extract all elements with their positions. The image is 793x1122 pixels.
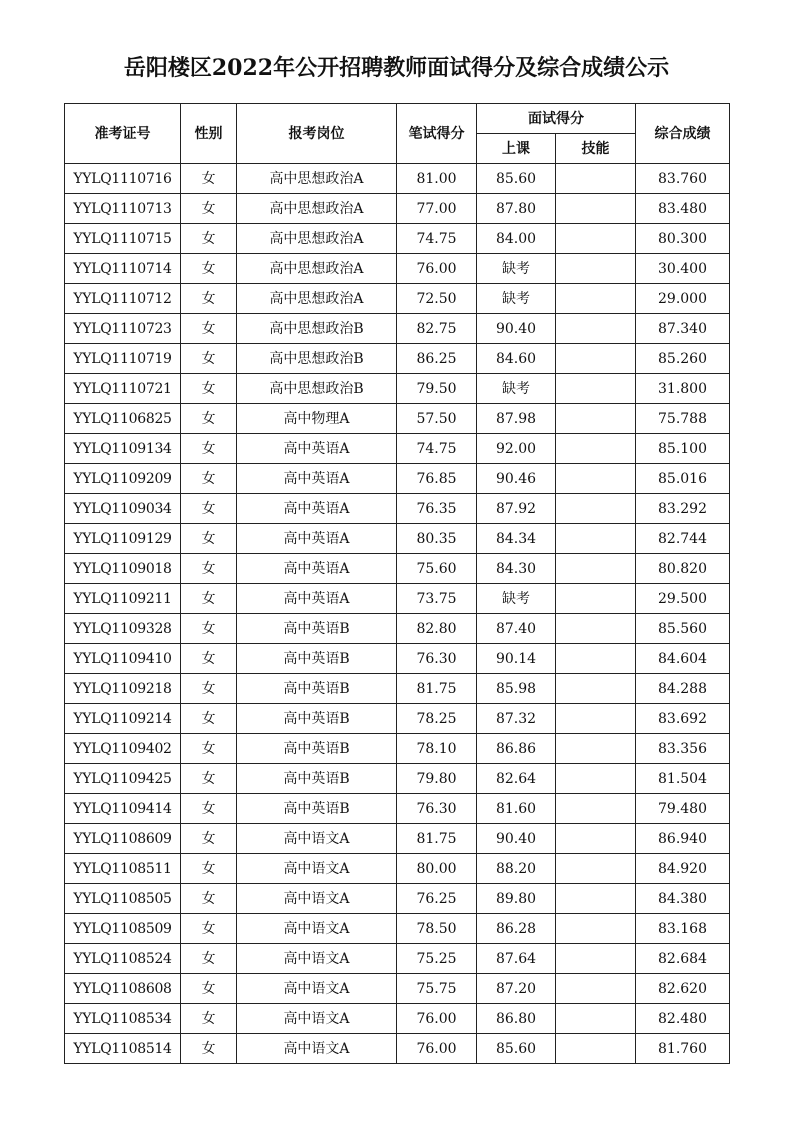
cell-candidate-id: YYLQ1109328 [65,614,181,644]
cell-candidate-id: YYLQ1109209 [65,464,181,494]
table-row [65,614,730,644]
cell-candidate-id: YYLQ1108511 [65,854,181,884]
table-row [65,224,730,254]
cell-gender: 女 [181,194,237,224]
cell-lecture-score: 86.28 [477,914,556,944]
cell-position: 高中思想政治B [237,344,397,374]
cell-gender: 女 [181,1034,237,1064]
header-gender: 性别 [181,104,237,164]
table-row [65,494,730,524]
table-row [65,1034,730,1064]
cell-position: 高中语文A [237,944,397,974]
cell-position: 高中思想政治B [237,374,397,404]
cell-gender: 女 [181,854,237,884]
cell-skill-score [556,554,636,584]
cell-lecture-score: 85.60 [477,164,556,194]
cell-total-score: 30.400 [636,254,730,284]
cell-total-score: 85.016 [636,464,730,494]
cell-position: 高中英语B [237,794,397,824]
cell-gender: 女 [181,764,237,794]
cell-gender: 女 [181,884,237,914]
cell-lecture-score: 87.32 [477,704,556,734]
cell-gender: 女 [181,674,237,704]
cell-total-score: 82.744 [636,524,730,554]
cell-gender: 女 [181,1004,237,1034]
table-row [65,584,730,614]
cell-position: 高中英语A [237,554,397,584]
cell-lecture-score: 86.80 [477,1004,556,1034]
cell-skill-score [556,344,636,374]
cell-position: 高中英语B [237,734,397,764]
cell-written-score: 75.75 [397,974,477,1004]
table-header [65,104,730,164]
cell-candidate-id: YYLQ1109034 [65,494,181,524]
cell-skill-score [556,854,636,884]
cell-total-score: 84.920 [636,854,730,884]
cell-total-score: 81.504 [636,764,730,794]
cell-total-score: 83.292 [636,494,730,524]
cell-written-score: 80.35 [397,524,477,554]
cell-position: 高中英语A [237,494,397,524]
cell-position: 高中语文A [237,914,397,944]
cell-written-score: 75.60 [397,554,477,584]
cell-position: 高中英语A [237,434,397,464]
cell-candidate-id: YYLQ1110721 [65,374,181,404]
cell-gender: 女 [181,644,237,674]
cell-written-score: 76.35 [397,494,477,524]
table-row [65,194,730,224]
cell-position: 高中语文A [237,1034,397,1064]
cell-lecture-score: 90.14 [477,644,556,674]
cell-position: 高中思想政治A [237,164,397,194]
cell-lecture-score: 81.60 [477,794,556,824]
cell-candidate-id: YYLQ1109414 [65,794,181,824]
cell-total-score: 31.800 [636,374,730,404]
cell-position: 高中思想政治A [237,194,397,224]
cell-written-score: 79.50 [397,374,477,404]
cell-gender: 女 [181,224,237,254]
cell-candidate-id: YYLQ1109425 [65,764,181,794]
cell-gender: 女 [181,554,237,584]
table-row [65,254,730,284]
table-row [65,314,730,344]
cell-position: 高中思想政治B [237,314,397,344]
cell-total-score: 85.260 [636,344,730,374]
cell-position: 高中语文A [237,854,397,884]
cell-lecture-score: 84.34 [477,524,556,554]
cell-written-score: 77.00 [397,194,477,224]
cell-written-score: 76.25 [397,884,477,914]
cell-total-score: 80.300 [636,224,730,254]
cell-candidate-id: YYLQ1108505 [65,884,181,914]
cell-total-score: 84.380 [636,884,730,914]
cell-lecture-score: 90.40 [477,314,556,344]
cell-skill-score [556,704,636,734]
cell-position: 高中英语A [237,524,397,554]
cell-written-score: 86.25 [397,344,477,374]
cell-lecture-score: 84.60 [477,344,556,374]
cell-candidate-id: YYLQ1108509 [65,914,181,944]
cell-lecture-score: 87.40 [477,614,556,644]
cell-lecture-score: 89.80 [477,884,556,914]
cell-lecture-score: 85.60 [477,1034,556,1064]
cell-skill-score [556,884,636,914]
cell-lecture-score: 87.20 [477,974,556,1004]
cell-total-score: 75.788 [636,404,730,434]
cell-candidate-id: YYLQ1108534 [65,1004,181,1034]
cell-skill-score [556,404,636,434]
cell-written-score: 74.75 [397,224,477,254]
cell-skill-score [556,194,636,224]
cell-written-score: 76.30 [397,644,477,674]
cell-skill-score [556,524,636,554]
cell-lecture-score: 92.00 [477,434,556,464]
cell-skill-score [556,374,636,404]
cell-skill-score [556,164,636,194]
cell-written-score: 73.75 [397,584,477,614]
cell-candidate-id: YYLQ1110719 [65,344,181,374]
cell-skill-score [556,314,636,344]
table-row [65,644,730,674]
cell-written-score: 81.00 [397,164,477,194]
cell-written-score: 78.50 [397,914,477,944]
cell-candidate-id: YYLQ1108609 [65,824,181,854]
cell-total-score: 29.500 [636,584,730,614]
cell-candidate-id: YYLQ1110715 [65,224,181,254]
cell-skill-score [556,824,636,854]
table-row [65,674,730,704]
cell-candidate-id: YYLQ1109211 [65,584,181,614]
cell-lecture-score: 87.64 [477,944,556,974]
cell-lecture-score: 缺考 [477,254,556,284]
cell-position: 高中物理A [237,404,397,434]
cell-gender: 女 [181,314,237,344]
cell-total-score: 83.692 [636,704,730,734]
cell-lecture-score: 82.64 [477,764,556,794]
cell-gender: 女 [181,344,237,374]
cell-skill-score [556,914,636,944]
cell-written-score: 76.00 [397,254,477,284]
cell-skill-score [556,734,636,764]
table-body [65,164,730,1064]
cell-written-score: 76.00 [397,1004,477,1034]
cell-candidate-id: YYLQ1110712 [65,284,181,314]
table-row [65,974,730,1004]
cell-total-score: 83.480 [636,194,730,224]
cell-gender: 女 [181,164,237,194]
cell-lecture-score: 87.92 [477,494,556,524]
cell-skill-score [556,494,636,524]
cell-candidate-id: YYLQ1110716 [65,164,181,194]
table-row [65,434,730,464]
page-title: 岳阳楼区2022年公开招聘教师面试得分及综合成绩公示 [123,55,670,81]
cell-candidate-id: YYLQ1108608 [65,974,181,1004]
cell-gender: 女 [181,494,237,524]
cell-skill-score [556,584,636,614]
cell-total-score: 80.820 [636,554,730,584]
cell-total-score: 83.168 [636,914,730,944]
cell-candidate-id: YYLQ1109129 [65,524,181,554]
cell-total-score: 79.480 [636,794,730,824]
cell-lecture-score: 86.86 [477,734,556,764]
header-total-score: 综合成绩 [636,104,730,164]
cell-skill-score [556,794,636,824]
cell-position: 高中英语B [237,704,397,734]
cell-lecture-score: 90.40 [477,824,556,854]
table-row [65,884,730,914]
cell-position: 高中英语B [237,614,397,644]
cell-total-score: 29.000 [636,284,730,314]
cell-written-score: 57.50 [397,404,477,434]
cell-candidate-id: YYLQ1110714 [65,254,181,284]
cell-written-score: 78.25 [397,704,477,734]
cell-candidate-id: YYLQ1109134 [65,434,181,464]
cell-written-score: 80.00 [397,854,477,884]
cell-position: 高中语文A [237,974,397,1004]
cell-candidate-id: YYLQ1110713 [65,194,181,224]
cell-candidate-id: YYLQ1110723 [65,314,181,344]
cell-candidate-id: YYLQ1108524 [65,944,181,974]
cell-position: 高中英语B [237,674,397,704]
cell-written-score: 82.80 [397,614,477,644]
table-row [65,374,730,404]
cell-written-score: 82.75 [397,314,477,344]
cell-skill-score [556,434,636,464]
header-lecture: 上课 [477,134,556,164]
cell-gender: 女 [181,254,237,284]
cell-lecture-score: 90.46 [477,464,556,494]
cell-lecture-score: 85.98 [477,674,556,704]
cell-gender: 女 [181,914,237,944]
cell-position: 高中思想政治A [237,254,397,284]
cell-written-score: 72.50 [397,284,477,314]
cell-lecture-score: 84.00 [477,224,556,254]
cell-position: 高中语文A [237,824,397,854]
cell-written-score: 76.85 [397,464,477,494]
cell-gender: 女 [181,464,237,494]
cell-gender: 女 [181,404,237,434]
cell-position: 高中思想政治A [237,224,397,254]
table-row [65,1004,730,1034]
cell-candidate-id: YYLQ1109402 [65,734,181,764]
cell-total-score: 83.760 [636,164,730,194]
cell-candidate-id: YYLQ1106825 [65,404,181,434]
cell-position: 高中英语A [237,464,397,494]
header-skill: 技能 [556,134,636,164]
table-row [65,794,730,824]
cell-candidate-id: YYLQ1108514 [65,1034,181,1064]
cell-position: 高中语文A [237,884,397,914]
table-row [65,554,730,584]
cell-written-score: 76.30 [397,794,477,824]
cell-lecture-score: 84.30 [477,554,556,584]
cell-gender: 女 [181,974,237,1004]
header-interview-score: 面试得分 [477,104,636,134]
cell-lecture-score: 87.98 [477,404,556,434]
cell-total-score: 82.480 [636,1004,730,1034]
table-row [65,914,730,944]
cell-gender: 女 [181,374,237,404]
cell-gender: 女 [181,704,237,734]
cell-gender: 女 [181,794,237,824]
table-row [65,164,730,194]
cell-gender: 女 [181,524,237,554]
cell-candidate-id: YYLQ1109214 [65,704,181,734]
table-row [65,284,730,314]
cell-lecture-score: 缺考 [477,374,556,404]
cell-candidate-id: YYLQ1109410 [65,644,181,674]
cell-gender: 女 [181,734,237,764]
table-row [65,734,730,764]
cell-skill-score [556,644,636,674]
cell-total-score: 84.604 [636,644,730,674]
cell-gender: 女 [181,824,237,854]
cell-written-score: 81.75 [397,824,477,854]
table-row [65,524,730,554]
header-position: 报考岗位 [237,104,397,164]
cell-total-score: 82.620 [636,974,730,1004]
cell-skill-score [556,674,636,704]
cell-candidate-id: YYLQ1109218 [65,674,181,704]
table-row [65,944,730,974]
score-table [64,103,730,1064]
table-row [65,464,730,494]
cell-position: 高中英语B [237,764,397,794]
header-candidate-id: 准考证号 [65,104,181,164]
cell-written-score: 76.00 [397,1034,477,1064]
cell-lecture-score: 缺考 [477,284,556,314]
cell-skill-score [556,1034,636,1064]
cell-skill-score [556,284,636,314]
table-row [65,704,730,734]
cell-written-score: 79.80 [397,764,477,794]
cell-skill-score [556,764,636,794]
cell-gender: 女 [181,434,237,464]
cell-total-score: 86.940 [636,824,730,854]
cell-total-score: 87.340 [636,314,730,344]
cell-total-score: 82.684 [636,944,730,974]
cell-lecture-score: 缺考 [477,584,556,614]
cell-gender: 女 [181,944,237,974]
header-written-score: 笔试得分 [397,104,477,164]
cell-skill-score [556,224,636,254]
cell-skill-score [556,1004,636,1034]
cell-position: 高中语文A [237,1004,397,1034]
cell-position: 高中思想政治A [237,284,397,314]
cell-skill-score [556,974,636,1004]
cell-total-score: 81.760 [636,1034,730,1064]
cell-written-score: 81.75 [397,674,477,704]
table-row [65,344,730,374]
cell-candidate-id: YYLQ1109018 [65,554,181,584]
cell-written-score: 78.10 [397,734,477,764]
cell-total-score: 84.288 [636,674,730,704]
cell-total-score: 83.356 [636,734,730,764]
cell-gender: 女 [181,284,237,314]
cell-position: 高中英语B [237,644,397,674]
table-row [65,764,730,794]
cell-skill-score [556,614,636,644]
cell-gender: 女 [181,614,237,644]
table-row [65,854,730,884]
table-row [65,824,730,854]
cell-written-score: 74.75 [397,434,477,464]
table-row [65,404,730,434]
cell-gender: 女 [181,584,237,614]
cell-skill-score [556,944,636,974]
cell-total-score: 85.560 [636,614,730,644]
cell-skill-score [556,464,636,494]
cell-total-score: 85.100 [636,434,730,464]
cell-written-score: 75.25 [397,944,477,974]
cell-skill-score [556,254,636,284]
cell-lecture-score: 87.80 [477,194,556,224]
cell-lecture-score: 88.20 [477,854,556,884]
cell-position: 高中英语A [237,584,397,614]
